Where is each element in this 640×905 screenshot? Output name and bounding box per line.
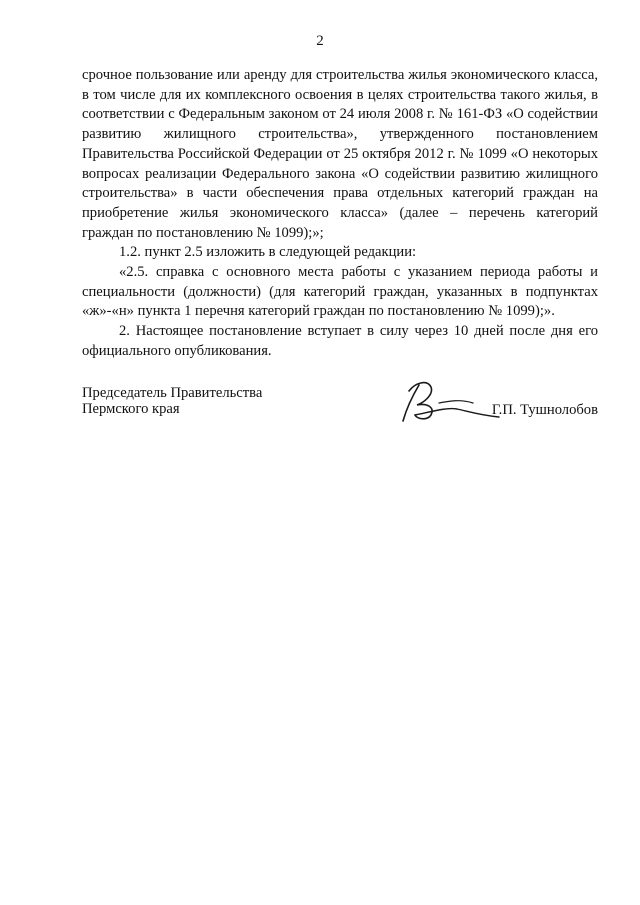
paragraph-item-1-2: 1.2. пункт 2.5 изложить в следующей редакции: xyxy=(119,244,417,261)
page-number: 2 xyxy=(316,33,324,49)
signatory-name: Г.П. Тушнолобов xyxy=(491,402,598,418)
signatory-title xyxy=(82,385,262,417)
signatory-title-line-1: Председатель Правительства xyxy=(82,385,263,401)
signatory-title-line-2: Пермского края xyxy=(82,401,180,417)
paragraph-item-2-5: «2.5. справка с основного места работы с указанием периода работы и специальности (должности) (для категорий граждан, указанных в подпунктах «ж»-«н» пункта 1 перечня категорий граждан по постановлению № 1099);». xyxy=(82,264,598,320)
handwritten-signature xyxy=(387,377,502,425)
signature-block xyxy=(82,385,598,435)
paragraph-effective-date: 2. Настоящее постановление вступает в силу через 10 дней после дня его официального опубликования. xyxy=(82,323,598,359)
document-body xyxy=(82,66,598,362)
paragraph-continuation: срочное пользование или аренду для строительства жилья экономического класса, в том числе для их комплексного освоения в целях строительства такого жилья, в соответствии с Федеральным законом от 24 июля 2008 г. № 161-ФЗ «О содействии развитию жилищного строительства», утвержденного постановлением Правительства Российской Федерации от 25 октября 2012 г. № 1099 «О некоторых вопросах реализации Федерального закона «О содействии развитию жилищного строительства» в части обеспечения права отдельных категорий граждан на приобретение жилья экономического класса» (далее – перечень категорий граждан по постановлению № 1099);»; xyxy=(82,67,598,241)
